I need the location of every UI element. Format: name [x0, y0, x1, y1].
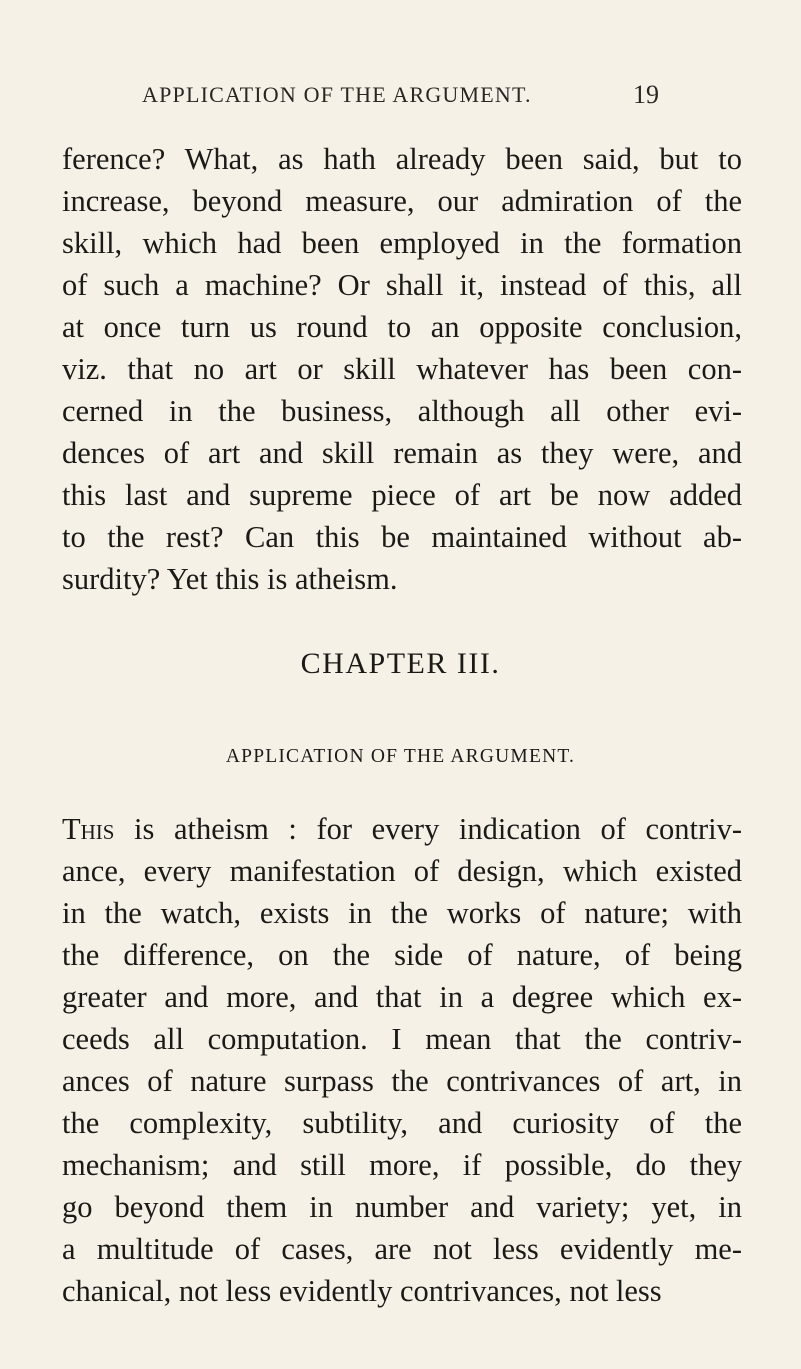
first-line-text: is atheism : for every indication of contriv- [114, 812, 742, 846]
text-line: greater and more, and that in a degree which ex- [62, 980, 742, 1014]
text-line: skill, which had been employed in the formation [62, 226, 742, 260]
text-line: increase, beyond measure, our admiration of the [62, 184, 742, 218]
text-line: of such a machine? Or shall it, instead of this, all [62, 268, 742, 302]
paragraph-chapter-opening [62, 808, 742, 1312]
text-line: dences of art and skill remain as they were, and [62, 436, 742, 470]
text-line: ceeds all computation. I mean that the contriv- [62, 1022, 742, 1056]
paragraph-continued [62, 138, 742, 600]
text-line: the complexity, subtility, and curiosity of the [62, 1106, 742, 1140]
text-line: in the watch, exists in the works of nature; with [62, 896, 742, 930]
text-line: ference? What, as hath already been said, but to [62, 142, 742, 176]
text-line: surdity? Yet this is atheism. [62, 562, 398, 596]
page-number: 19 [633, 80, 659, 109]
text-line: to the rest? Can this be maintained without ab- [62, 520, 742, 554]
text-line: mechanism; and still more, if possible, do they [62, 1148, 742, 1182]
text-line: ance, every manifestation of design, which existed [62, 854, 742, 888]
running-header [0, 82, 801, 122]
chapter-subtitle: APPLICATION OF THE ARGUMENT. [225, 746, 576, 767]
running-title: APPLICATION OF THE ARGUMENT. [142, 82, 532, 107]
text-line: cerned in the business, although all other evi- [62, 394, 742, 428]
text-line: viz. that no art or skill whatever has been con- [62, 352, 742, 386]
text-line: this last and supreme piece of art be now added [62, 478, 742, 512]
opening-word: This [62, 812, 115, 846]
text-line: chanical, not less evidently contrivances, not less [62, 1274, 662, 1308]
text-line-first [62, 808, 742, 850]
text-line: ances of nature surpass the contrivances of art, in [62, 1064, 742, 1098]
text-line: at once turn us round to an opposite conclusion, [62, 310, 742, 344]
text-line: go beyond them in number and variety; yet, in [62, 1190, 742, 1224]
chapter-heading: CHAPTER III. [300, 647, 501, 680]
text-line: the difference, on the side of nature, of being [62, 938, 742, 972]
text-line: a multitude of cases, are not less evidently me- [62, 1232, 742, 1266]
